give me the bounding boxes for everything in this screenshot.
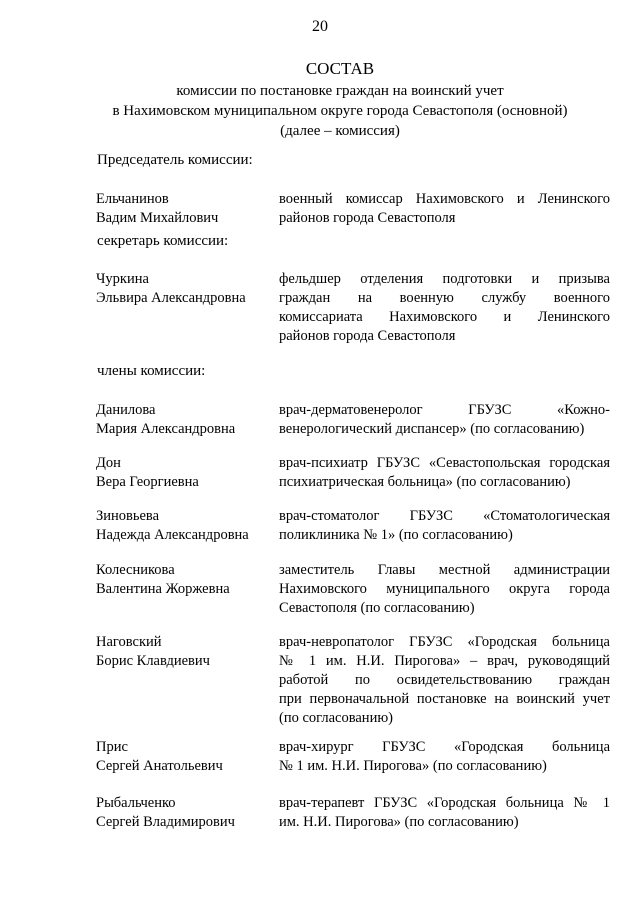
- role-members: члены комиссии:: [97, 363, 206, 379]
- member-name: [96, 190, 286, 228]
- description-line: венерологический диспансер» (по согласованию): [279, 421, 585, 437]
- description-line: заместитель Главы местной администрации: [279, 562, 610, 578]
- member-description: [279, 454, 610, 492]
- member-description: [279, 190, 610, 228]
- description-line: фельдшер отделения подготовки и призыва: [279, 271, 610, 287]
- description-line: психиатрическая больница» (по согласованию): [279, 474, 571, 490]
- page-number: 20: [312, 18, 328, 35]
- description-line: им. Н.И. Пирогова» (по согласованию): [279, 814, 519, 830]
- member-name: [96, 270, 286, 308]
- member-name: [96, 507, 286, 545]
- member-given-name: Вадим Михайлович: [96, 210, 219, 226]
- member-description: [279, 633, 610, 728]
- member-given-name: Мария Александровна: [96, 421, 236, 437]
- member-surname: Прис: [96, 739, 128, 755]
- description-line: № 1 им. Н.И. Пирогова» – врач, руководящий: [279, 653, 610, 669]
- member-surname: Зиновьева: [96, 508, 160, 524]
- description-line: районов города Севастополя: [279, 328, 456, 344]
- member-description: [279, 738, 610, 776]
- member-surname: Ельчанинов: [96, 191, 169, 207]
- member-surname: Колесникова: [96, 562, 175, 578]
- description-line: комиссариата Нахимовского и Ленинского: [279, 309, 610, 325]
- document-heading: [40, 58, 640, 141]
- member-given-name: Надежда Александровна: [96, 527, 249, 543]
- member-given-name: Валентина Жоржевна: [96, 581, 230, 597]
- member-surname: Наговский: [96, 634, 162, 650]
- member-name: [96, 401, 286, 439]
- member-surname: Данилова: [96, 402, 156, 418]
- member-given-name: Сергей Анатольевич: [96, 758, 223, 774]
- member-surname: Чуркина: [96, 271, 149, 287]
- member-description: [279, 401, 610, 439]
- role-secretary: секретарь комиссии:: [97, 233, 229, 249]
- description-line: граждан на военную службу военного: [279, 290, 610, 306]
- heading-line-3: (далее – комиссия): [280, 123, 400, 139]
- member-surname: Рыбальченко: [96, 795, 176, 811]
- member-given-name: Эльвира Александровна: [96, 290, 246, 306]
- member-name: [96, 454, 286, 492]
- description-line: врач-терапевт ГБУЗС «Городская больница № 1: [279, 795, 610, 811]
- member-given-name: Борис Клавдиевич: [96, 653, 210, 669]
- description-line: (по согласованию): [279, 710, 393, 726]
- description-line: поликлиника № 1» (по согласованию): [279, 527, 513, 543]
- description-line: при первоначальной постановке на воинский учет: [279, 691, 610, 707]
- member-name: [96, 633, 286, 671]
- description-line: Севастополя (по согласованию): [279, 600, 475, 616]
- member-description: [279, 270, 610, 346]
- description-line: врач-психиатр ГБУЗС «Севастопольская городская: [279, 455, 610, 471]
- member-description: [279, 561, 610, 618]
- description-line: районов города Севастополя: [279, 210, 456, 226]
- description-line: работой по освидетельствованию граждан: [279, 672, 610, 688]
- description-line: врач-невропатолог ГБУЗС «Городская больница: [279, 634, 610, 650]
- description-line: № 1 им. Н.И. Пирогова» (по согласованию): [279, 758, 547, 774]
- description-line: врач-стоматолог ГБУЗС «Стоматологическая: [279, 508, 610, 524]
- member-description: [279, 794, 610, 832]
- document-title: СОСТАВ: [305, 59, 375, 78]
- heading-line-2: в Нахимовском муниципальном округе города Севастополя (основной): [112, 103, 568, 119]
- member-surname: Дон: [96, 455, 121, 471]
- member-name: [96, 738, 286, 776]
- member-description: [279, 507, 610, 545]
- member-given-name: Сергей Владимирович: [96, 814, 235, 830]
- description-line: врач-дерматовенеролог ГБУЗС «Кожно-: [279, 402, 610, 418]
- member-name: [96, 794, 286, 832]
- role-chairman: Председатель комиссии:: [97, 152, 253, 168]
- description-line: военный комиссар Нахимовского и Ленинского: [279, 191, 610, 207]
- description-line: врач-хирург ГБУЗС «Городская больница: [279, 739, 610, 755]
- description-line: Нахимовского муниципального округа города: [279, 581, 610, 597]
- member-name: [96, 561, 286, 599]
- heading-line-1: комиссии по постановке граждан на воинский учет: [176, 83, 504, 99]
- member-given-name: Вера Георгиевна: [96, 474, 199, 490]
